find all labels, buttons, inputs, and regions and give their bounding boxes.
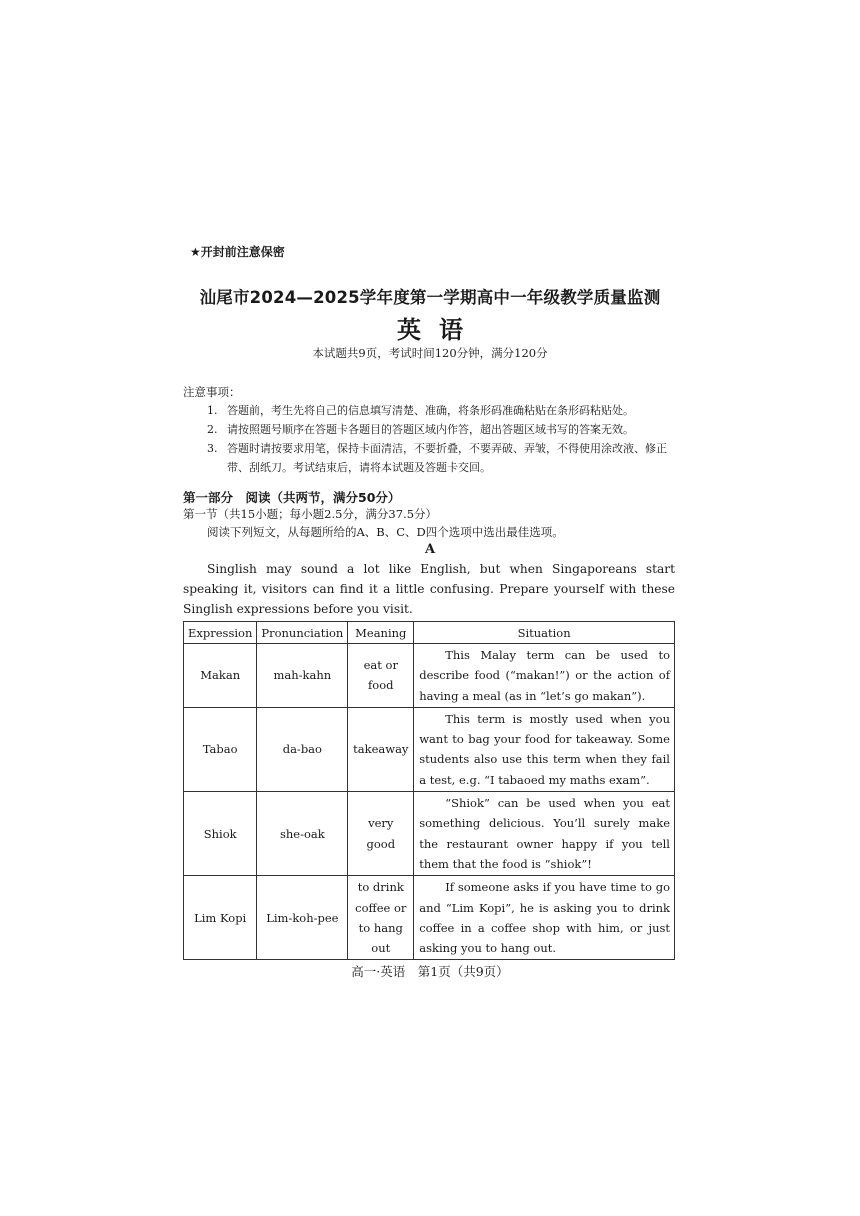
note-number: 3. <box>207 442 218 455</box>
cell-situation: This term is mostly used when you want to bag your food for takeaway. Some students also use this term when they fail a test, e.g. “I tabaoed my maths exam”. <box>414 707 675 791</box>
cell-meaning: takeaway <box>348 707 414 791</box>
header-expression: Expression <box>184 622 257 644</box>
exam-info: 本试题共9页，考试时间120分钟，满分120分 <box>312 346 548 360</box>
singlish-table <box>183 621 675 960</box>
table-row <box>184 707 675 791</box>
cell-situation: This Malay term can be used to describe food (“makan!”) or the action of having a meal (as in “let’s go makan”). <box>414 644 675 708</box>
part-title: 第一部分 阅读（共两节，满分50分） <box>183 490 401 505</box>
notes-title: 注意事项： <box>183 385 241 399</box>
note-number: 1. <box>207 404 218 417</box>
cell-expression: Tabao <box>184 707 257 791</box>
note-item <box>207 401 677 420</box>
table-header-row <box>184 622 675 644</box>
section-instruction: 阅读下列短文，从每题所给的A、B、C、D四个选项中选出最佳选项。 <box>207 525 564 539</box>
table-row <box>184 644 675 708</box>
cell-pronunciation: mah-kahn <box>257 644 348 708</box>
passage-intro: Singlish may sound a lot like English, but when Singaporeans start speaking it, visitors can find it a little confusing. Prepare yourself with these Singlish expressions before you visit. <box>183 562 675 616</box>
passage-label: A <box>424 542 436 557</box>
cell-meaning: very good <box>348 792 414 876</box>
cell-situation: If someone asks if you have time to go and “Lim Kopi”, he is asking you to drink coffee in a coffee shop with him, or just asking you to hang out. <box>414 876 675 960</box>
note-item <box>207 439 677 477</box>
header-situation: Situation <box>414 622 675 644</box>
subject-title: 英语 <box>397 315 481 344</box>
cell-expression: Lim Kopi <box>184 876 257 960</box>
table-row <box>184 792 675 876</box>
confidential-notice: ★开封前注意保密 <box>190 245 285 259</box>
page-footer: 高一·英语 第1页（共9页） <box>351 964 509 979</box>
notes-list <box>207 401 677 477</box>
cell-meaning: to drink coffee or to hang out <box>348 876 414 960</box>
cell-expression: Shiok <box>184 792 257 876</box>
section-title: 第一节（共15小题；每小题2.5分，满分37.5分） <box>183 507 438 521</box>
cell-pronunciation: Lim-koh-pee <box>257 876 348 960</box>
cell-expression: Makan <box>184 644 257 708</box>
header-meaning: Meaning <box>348 622 414 644</box>
note-text: 答题前，考生先将自己的信息填写清楚、准确，将条形码准确粘贴在条形码粘贴处。 <box>227 404 634 417</box>
cell-situation: “Shiok” can be used when you eat something delicious. You’ll surely make the restaurant owner happy if you tell them that the food is “shiok”! <box>414 792 675 876</box>
cell-pronunciation: she-oak <box>257 792 348 876</box>
note-number: 2. <box>207 423 218 436</box>
header-pronunciation: Pronunciation <box>257 622 348 644</box>
exam-title: 汕尾市2024—2025学年度第一学期高中一年级教学质量监测 <box>199 288 661 307</box>
note-text: 答题时请按要求用笔，保持卡面清洁，不要折叠，不要弄破、弄皱，不得使用涂改液、修正带、刮纸刀。考试结束后，请将本试题及答题卡交回。 <box>227 442 667 474</box>
cell-meaning: eat or food <box>348 644 414 708</box>
note-text: 请按照题号顺序在答题卡各题目的答题区域内作答，超出答题区域书写的答案无效。 <box>227 423 634 436</box>
table-row <box>184 876 675 960</box>
cell-pronunciation: da-bao <box>257 707 348 791</box>
note-item <box>207 420 677 439</box>
